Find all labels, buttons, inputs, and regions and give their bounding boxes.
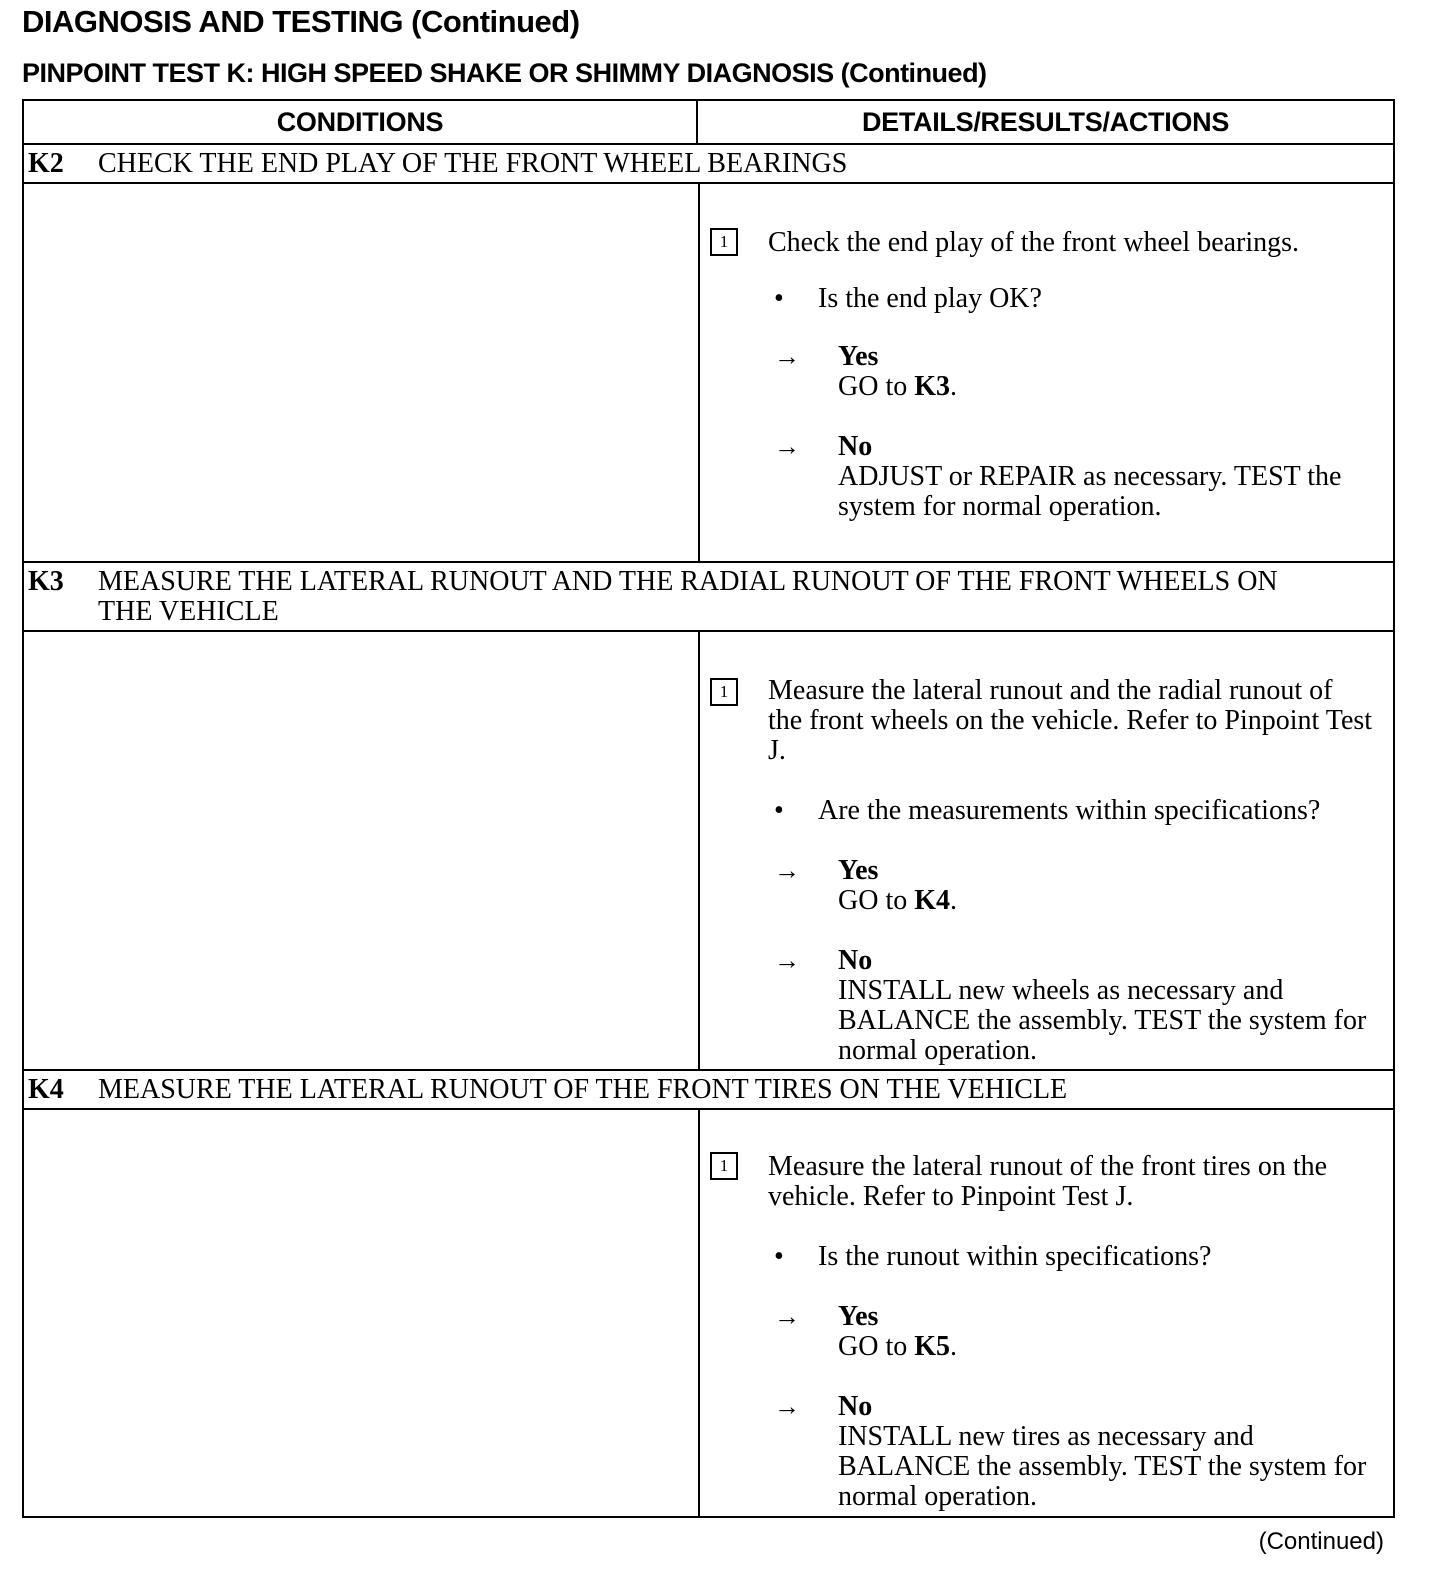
step-header-k4 [24, 1071, 1393, 1110]
details-cell [700, 632, 1393, 1069]
step-number-box: 1 [710, 678, 738, 706]
details-cell [700, 1110, 1393, 1516]
no-result [838, 1392, 1373, 1512]
step-title: MEASURE THE LATERAL RUNOUT AND THE RADIAL RUNOUT OF THE FRONT WHEELS ON THE VEHICLE [98, 566, 1278, 627]
question-text: Are the measurements within specifications? [818, 795, 1321, 826]
conditions-cell [24, 1110, 700, 1516]
yes-action-target: K3 [914, 371, 951, 402]
conditions-cell [24, 184, 700, 561]
step-body-k4 [24, 1110, 1393, 1516]
yes-action-target: K4 [914, 885, 951, 916]
no-action: ADJUST or REPAIR as necessary. TEST the system for normal operation. [838, 461, 1342, 522]
instruction-text: Measure the lateral runout of the front tires on the vehicle. Refer to Pinpoint Test J. [768, 1151, 1328, 1212]
question-text: Is the end play OK? [818, 283, 1042, 314]
page-title: DIAGNOSIS AND TESTING (Continued) [22, 4, 580, 39]
no-action: INSTALL new wheels as necessary and BALANCE the assembly. TEST the system for normal operation. [838, 975, 1367, 1066]
step-id: K2 [28, 148, 64, 179]
step-id: K4 [28, 1074, 64, 1105]
conditions-cell [24, 632, 700, 1069]
yes-action-prefix: GO to [838, 885, 915, 916]
continued-footer: (Continued) [1258, 1528, 1384, 1555]
step-body-k3 [24, 632, 1393, 1071]
yes-action-prefix: GO to [838, 1331, 915, 1362]
no-label: No [838, 945, 873, 976]
no-action: INSTALL new tires as necessary and BALANCE the assembly. TEST the system for normal operation. [838, 1421, 1367, 1512]
step-number-box: 1 [710, 1152, 738, 1180]
no-result [838, 946, 1373, 1066]
right-arrow-icon: → [774, 946, 800, 975]
right-arrow-icon: → [774, 1302, 800, 1331]
step-header-k2 [24, 145, 1393, 184]
step-body-k2 [24, 184, 1393, 563]
yes-label: Yes [838, 1301, 879, 1332]
yes-label: Yes [838, 855, 879, 886]
yes-action-prefix: GO to [838, 371, 915, 402]
step-id: K3 [28, 566, 64, 597]
conditions-column-header: CONDITIONS [24, 101, 698, 143]
bullet-icon: • [774, 795, 784, 826]
step-title: CHECK THE END PLAY OF THE FRONT WHEEL BEARINGS [98, 148, 848, 179]
right-arrow-icon: → [774, 432, 800, 461]
right-arrow-icon: → [774, 856, 800, 885]
no-label: No [838, 1391, 873, 1422]
yes-label: Yes [838, 341, 879, 372]
question-text: Is the runout within specifications? [818, 1241, 1212, 1272]
table-header-row [24, 101, 1393, 145]
instruction-text: Measure the lateral runout and the radial runout of the front wheels on the vehicle. Refer to Pinpoint Test J. [768, 675, 1373, 766]
yes-result [838, 1302, 1373, 1362]
no-result [838, 432, 1373, 522]
details-column-header: DETAILS/RESULTS/ACTIONS [861, 106, 1230, 137]
yes-result [838, 342, 1373, 402]
no-label: No [838, 431, 873, 462]
yes-action-suffix: . [950, 371, 958, 402]
test-subtitle: PINPOINT TEST K: HIGH SPEED SHAKE OR SHIMMY DIAGNOSIS (Continued) [22, 58, 987, 88]
right-arrow-icon: → [774, 1392, 800, 1421]
yes-action-suffix: . [950, 885, 958, 916]
bullet-icon: • [774, 1241, 784, 1272]
right-arrow-icon: → [774, 342, 800, 371]
bullet-icon: • [774, 283, 784, 314]
yes-action-target: K5 [914, 1331, 951, 1362]
yes-action-suffix: . [950, 1331, 958, 1362]
yes-result [838, 856, 1373, 916]
details-cell [700, 184, 1393, 561]
step-title: MEASURE THE LATERAL RUNOUT OF THE FRONT TIRES ON THE VEHICLE [98, 1074, 1068, 1105]
pinpoint-test-table [22, 99, 1395, 1518]
step-number-box: 1 [710, 228, 738, 256]
step-header-k3 [24, 563, 1393, 632]
instruction-text: Check the end play of the front wheel bearings. [768, 227, 1300, 258]
